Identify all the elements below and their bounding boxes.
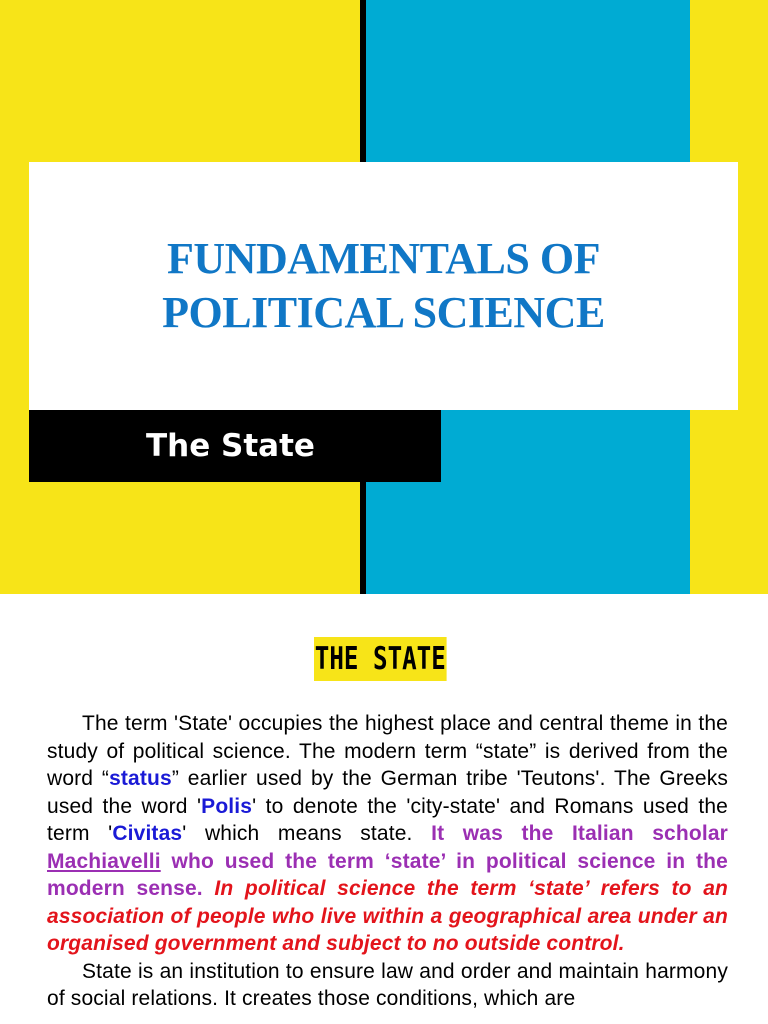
keyword-civitas: Civitas [112, 822, 183, 845]
text-run: ' to denote the 'city-state' and Romans used the term ' [47, 794, 729, 845]
keyword-polis: Polis [201, 794, 253, 818]
keyword-status: status [109, 767, 172, 790]
paragraph-1 [47, 710, 728, 958]
title-line-2: POLITICAL SCIENCE [162, 288, 605, 337]
text-run: ' which means state. [182, 822, 432, 845]
text-run: The term 'State' occupies the highest place and central theme in the study of political science. The modern term “state” is derived from the word “ [47, 712, 728, 790]
title-box [29, 162, 738, 410]
body-text [47, 710, 728, 1013]
title-line-1: FUNDAMENTALS OF [167, 234, 600, 283]
subtitle: The State [146, 428, 315, 464]
highlight-purple: It was the Italian scholar [431, 822, 728, 845]
definition-red: In political science the term ‘state’ refers to an association of people who live within a geographical area under an organised government and subject to no outside control. [47, 877, 729, 955]
document-page [0, 594, 768, 1024]
highlight-purple: who used the term ‘state’ in political science in the modern sense. [47, 849, 728, 900]
subtitle-bar [29, 410, 441, 482]
paragraph-2: State is an institution to ensure law and order and maintain harmony of social relations. It creates those conditions, which are [47, 959, 728, 1010]
text-run: ” earlier used by the German tribe 'Teutons'. The Greeks used the word ' [47, 767, 729, 818]
section-heading: THE STATE [314, 637, 447, 681]
machiavelli-name: Machiavelli [47, 849, 161, 873]
